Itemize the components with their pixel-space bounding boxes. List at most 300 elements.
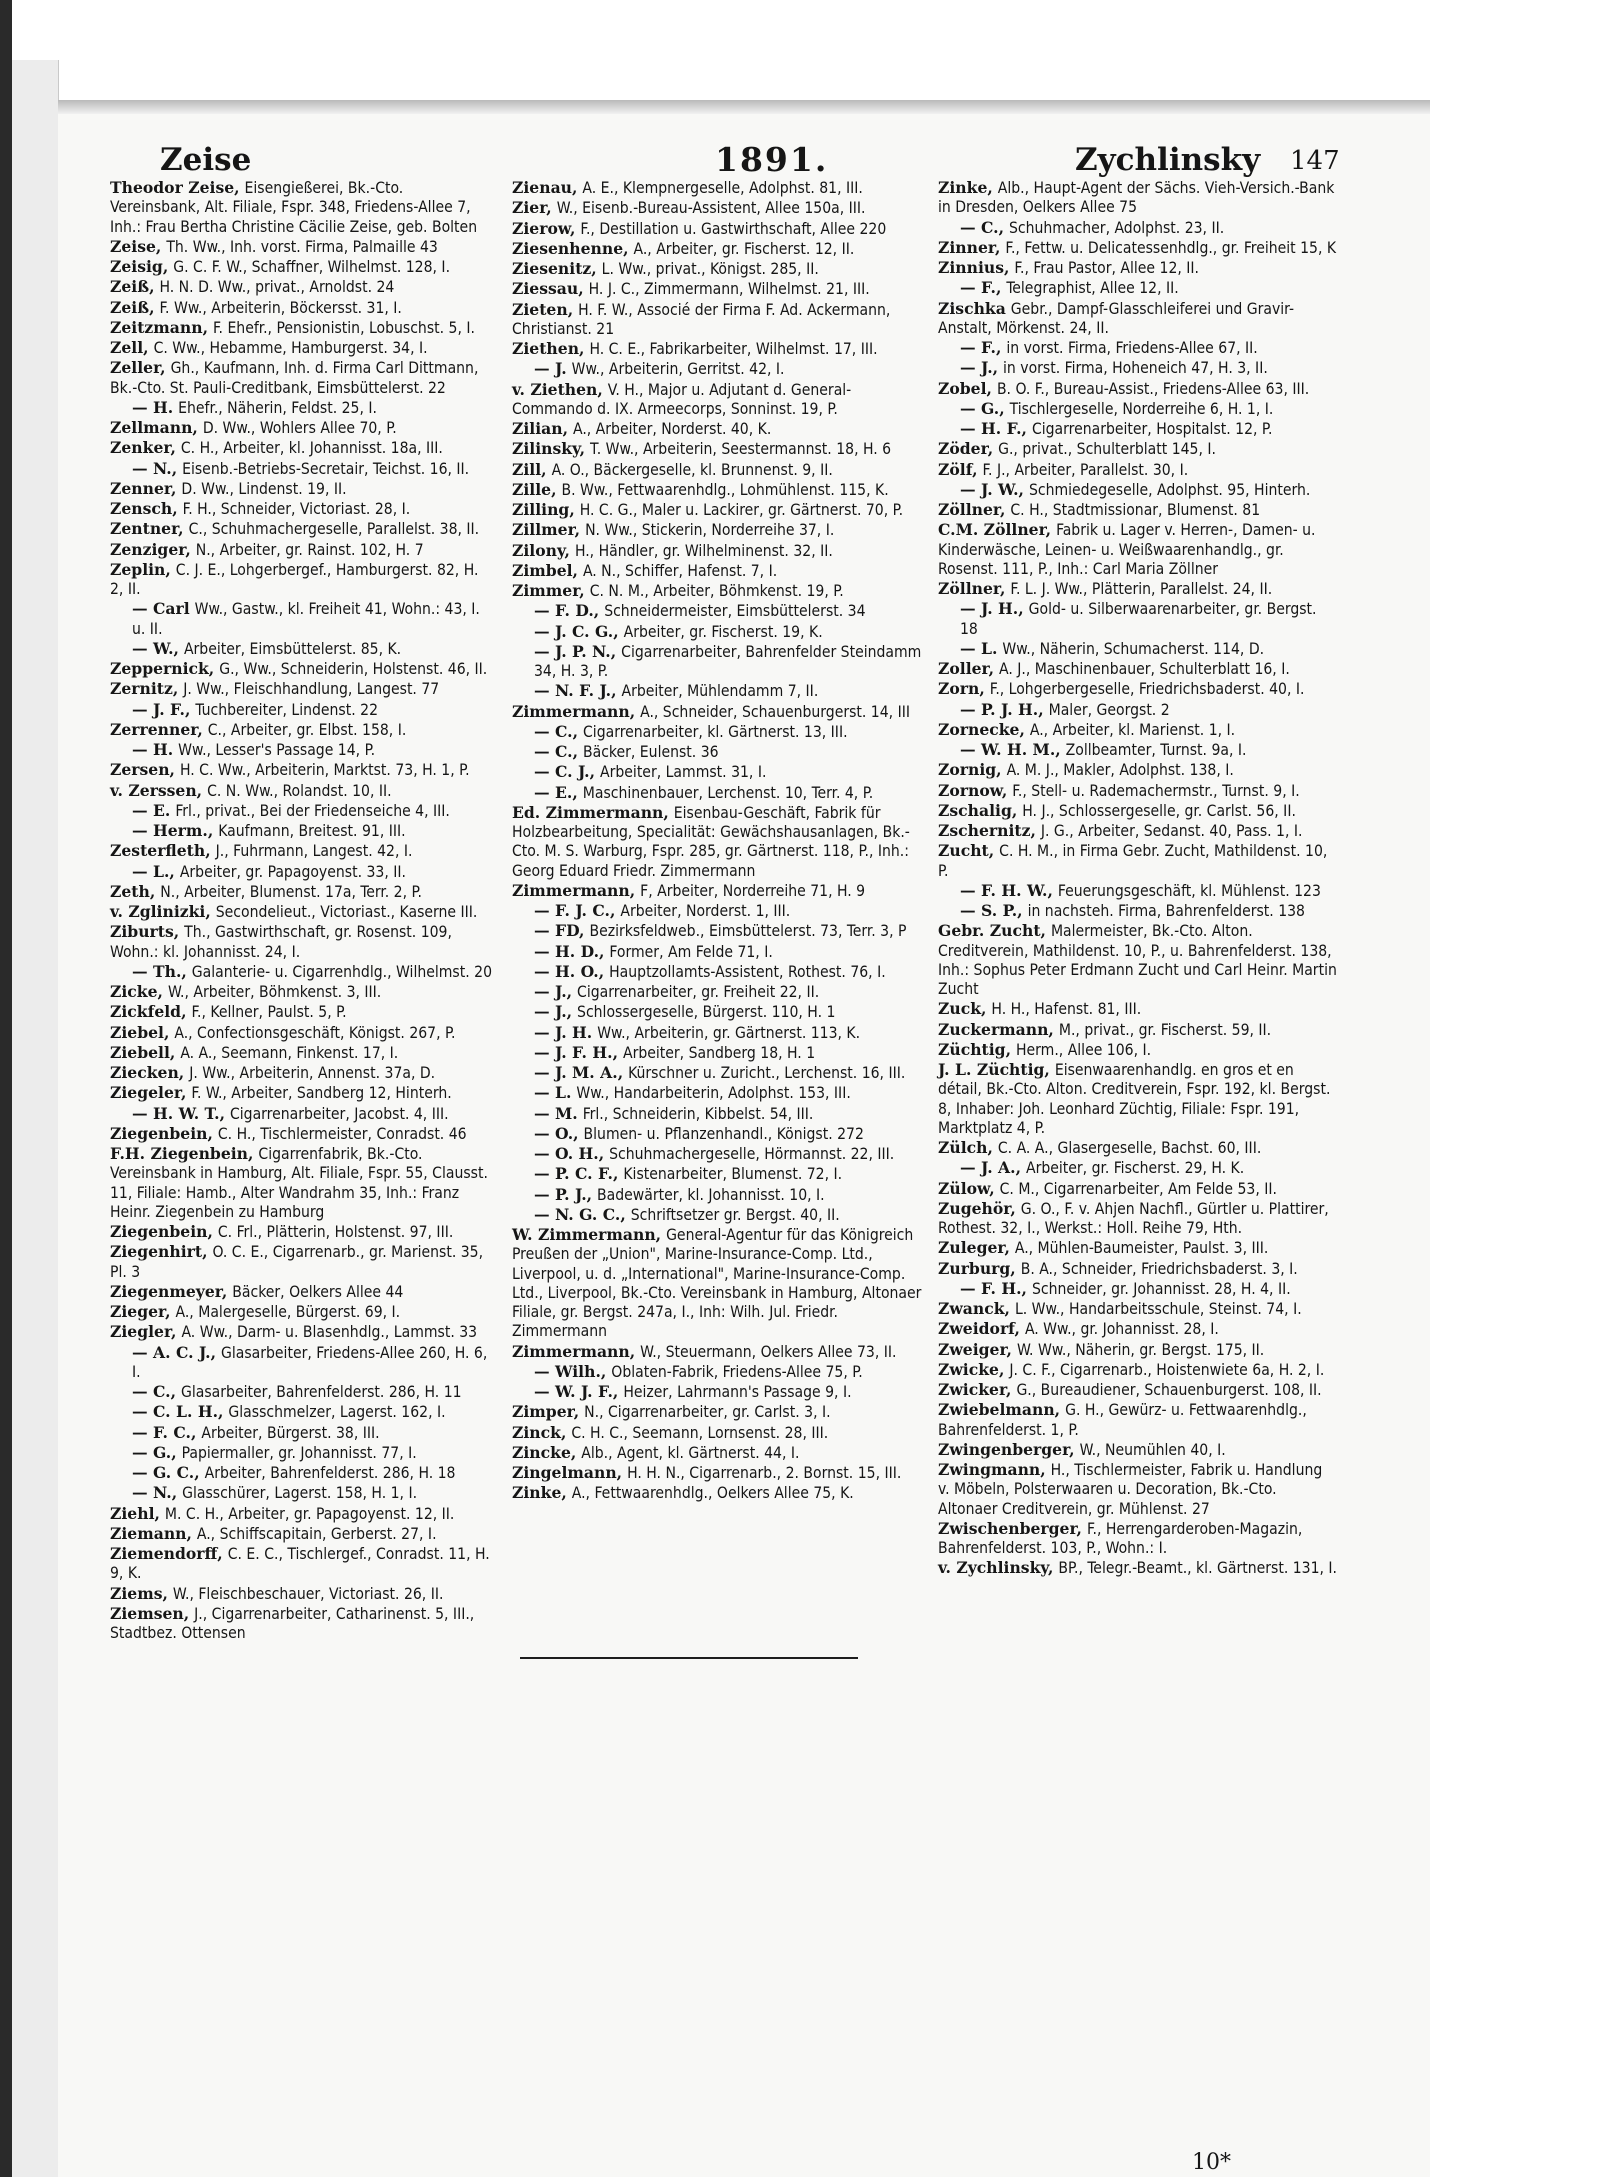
- entry-details: Cigarrenarbeiter, Jacobst. 4, III.: [229, 1104, 449, 1123]
- entry-details: Cigarrenarbeiter, Bahrenfelder Steindamm 34, H. 3, P.: [534, 642, 922, 680]
- directory-entry: [110, 821, 495, 841]
- directory-entry: [110, 599, 495, 639]
- entry-name: — W. H. M.,: [960, 740, 1061, 759]
- directory-entry: [110, 237, 495, 257]
- directory-entry: [512, 380, 930, 420]
- entry-name: Zuck,: [938, 999, 987, 1019]
- entry-details: Eisengießerei, Bk.-Cto. Vereinsbank, Alt. Filiale, Fspr. 348, Friedens-Allee 7, Inh.: Frau Bertha Christine Cäcilie Zeise, geb. Bolten: [110, 179, 478, 236]
- entry-name: Zenner,: [110, 478, 177, 498]
- entry-details: J., Cigarrenarbeiter, Catharinenst. 5, III., Stadtbez. Ottensen: [110, 1604, 475, 1642]
- entry-details: L. Ww., Handarbeitsschule, Steinst. 74, I.: [1014, 1300, 1302, 1318]
- entry-details: N., Cigarrenarbeiter, gr. Carlst. 3, I.: [584, 1403, 831, 1422]
- entry-name: Zimper,: [512, 1402, 580, 1422]
- entry-details: Ww., Lesser's Passage 14, P.: [178, 741, 376, 759]
- entry-name: — J. A.,: [960, 1158, 1022, 1178]
- entry-details: Badewärter, kl. Johannisst. 10, I.: [597, 1185, 825, 1204]
- entry-name: Ziegenmeyer,: [110, 1281, 228, 1301]
- directory-entry: [110, 781, 495, 801]
- entry-details: C. H., Stadtmissionar, Blumenst. 81: [1010, 501, 1261, 519]
- entry-name: — W.,: [132, 638, 179, 658]
- directory-entry: [110, 679, 495, 699]
- entry-name: Zenziger,: [110, 539, 191, 559]
- entry-name: — J. F.,: [132, 699, 191, 719]
- entry-details: C., Arbeiter, gr. Elbst. 158, I.: [207, 720, 407, 739]
- directory-entry: [110, 459, 495, 479]
- directory-entry: [938, 1340, 1338, 1360]
- directory-entry: [938, 821, 1338, 841]
- entry-details: Tischlergeselle, Norderreihe 6, H. 1, I.: [1009, 399, 1274, 418]
- entry-details: Ww., Näherin, Schumacherst. 114, D.: [1002, 639, 1265, 658]
- entry-details: H. C. G., Maler u. Lackirer, gr. Gärtnerst. 70, P.: [579, 501, 904, 519]
- entry-name: — J. M. A.,: [534, 1063, 624, 1082]
- entry-details: Former, Am Felde 71, I.: [609, 942, 773, 961]
- entry-name: v. Zglinizki,: [110, 902, 211, 921]
- entry-name: Zenker,: [110, 438, 176, 458]
- directory-entry: [512, 1463, 930, 1483]
- entry-details: W., Eisenb.-Bureau-Assistent, Allee 150a, III.: [556, 199, 866, 218]
- entry-name: Ziebel,: [110, 1022, 170, 1042]
- entry-details: W., Steuermann, Oelkers Allee 73, II.: [640, 1342, 897, 1361]
- entry-details: D. Ww., Lindenst. 19, II.: [181, 479, 347, 498]
- directory-entry: [110, 1023, 495, 1043]
- entry-details: H. N. D. Ww., privat., Arnoldst. 24: [159, 278, 395, 297]
- entry-name: Zeitzmann,: [110, 317, 208, 337]
- entry-name: — P. J.,: [534, 1184, 593, 1204]
- directory-entry: [512, 279, 930, 299]
- directory-entry: [110, 1242, 495, 1282]
- directory-entry: [512, 1124, 930, 1144]
- entry-name: Zeise,: [110, 236, 162, 256]
- entry-details: Arbeiter, Mühlendamm 7, II.: [621, 682, 819, 701]
- entry-name: Zill,: [512, 459, 547, 479]
- entry-name: Ziessau,: [512, 279, 584, 299]
- entry-name: Zoller,: [938, 659, 995, 678]
- directory-entry: [938, 399, 1338, 419]
- entry-name: Zischka: [938, 298, 1006, 318]
- entry-details: Eisenb.-Betriebs-Secretair, Teichst. 16, II.: [182, 459, 470, 478]
- entry-details: C. H. M., in Firma Gebr. Zucht, Mathildenst. 10, P.: [938, 842, 1328, 880]
- entry-name: Zesterfleth,: [110, 841, 211, 861]
- entry-details: Maler, Georgst. 2: [1048, 700, 1170, 719]
- directory-entry: [512, 1164, 930, 1184]
- directory-entry: [110, 902, 495, 922]
- entry-details: O. C. E., Cigarrenarb., gr. Marienst. 35, Pl. 3: [110, 1243, 484, 1281]
- directory-entry: [938, 1380, 1338, 1400]
- entry-name: Zwingmann,: [938, 1460, 1046, 1479]
- entry-name: — J. H.: [534, 1022, 593, 1042]
- entry-name: Zinner,: [938, 237, 1001, 257]
- entry-name: Ziegeler,: [110, 1083, 187, 1103]
- entry-name: Zöder,: [938, 439, 994, 459]
- directory-entry: [110, 1402, 495, 1422]
- entry-name: Zeiß,: [110, 297, 155, 317]
- directory-entry: [938, 1199, 1338, 1239]
- directory-entry: [512, 439, 930, 459]
- entry-details: N. Ww., Stickerin, Norderreihe 37, I.: [585, 521, 835, 540]
- entry-details: Telegraphist, Allee 12, II.: [1006, 279, 1179, 298]
- directory-entry: [110, 1463, 495, 1483]
- entry-details: Frl., privat., Bei der Friedenseiche 4, III.: [175, 801, 450, 820]
- entry-details: Galanterie- u. Cigarrenhdlg., Wilhelmst. 20: [191, 962, 492, 981]
- entry-details: C. E. C., Tischlergef., Conradst. 11, H. 9, K.: [110, 1545, 490, 1583]
- entry-name: C.M. Zöllner,: [938, 520, 1052, 540]
- entry-details: B. Ww., Fettwaarenhdlg., Lohmühlenst. 115, K.: [561, 480, 889, 499]
- directory-entry: [938, 639, 1338, 659]
- directory-entry: [512, 962, 930, 982]
- entry-name: — H. D.,: [534, 941, 605, 961]
- entry-details: A. Ww., Darm- u. Blasenhdlg., Lammst. 33: [181, 1323, 478, 1342]
- entry-details: Heizer, Lahrmann's Passage 9, I.: [623, 1383, 852, 1401]
- directory-entry: [512, 541, 930, 561]
- entry-details: H. J. C., Zimmermann, Wilhelmst. 21, III.: [588, 280, 870, 299]
- directory-entry: [110, 178, 495, 237]
- directory-entry: [110, 639, 495, 659]
- entry-details: H., Tischlermeister, Fabrik u. Handlung v. Möbeln, Polsterwaaren u. Decoration, Bk.-Cto. Altonaer Creditverein, gr. Mühlenst. 27: [938, 1461, 1323, 1518]
- entry-details: A., Confectionsgeschäft, Königst. 267, P.: [174, 1023, 456, 1042]
- entry-name: Ziegenhirt,: [110, 1242, 208, 1262]
- directory-entry: [512, 1185, 930, 1205]
- directory-entry: [938, 1360, 1338, 1380]
- entry-details: A. M. J., Makler, Adolphst. 138, I.: [1006, 761, 1234, 780]
- entry-details: A., Arbeiter, kl. Marienst. 1, I.: [1029, 720, 1236, 739]
- entry-details: Zollbeamter, Turnst. 9a, I.: [1065, 741, 1247, 759]
- entry-details: H. C. Ww., Arbeiterin, Marktst. 73, H. 1, P.: [179, 761, 470, 780]
- directory-entry: [110, 1322, 495, 1342]
- entry-details: G. C. F. W., Schaffner, Wilhelmst. 128, I.: [173, 258, 451, 276]
- entry-details: B. A., Schneider, Friedrichsbaderst. 3, I.: [1020, 1259, 1298, 1278]
- entry-name: — O.,: [534, 1123, 579, 1143]
- directory-entry: [938, 439, 1338, 459]
- directory-entry: [938, 1060, 1338, 1138]
- entry-details: F. W., Arbeiter, Sandberg 12, Hinterh.: [191, 1084, 452, 1103]
- entry-name: — F. D.,: [534, 601, 600, 621]
- directory-entry: [110, 1604, 495, 1644]
- entry-name: — N.,: [132, 1483, 178, 1503]
- entry-name: — N.,: [132, 458, 178, 478]
- entry-name: Zilony,: [512, 540, 570, 560]
- entry-details: J., Fuhrmann, Langest. 42, I.: [215, 842, 413, 861]
- directory-entry: [110, 1104, 495, 1124]
- directory-entry: [512, 198, 930, 218]
- scan-edge: [0, 0, 12, 2177]
- entry-details: Ww., Handarbeiterin, Adolphst. 153, III.: [576, 1084, 851, 1103]
- entry-details: F., Lohgerbergeselle, Friedrichsbaderst. 40, I.: [989, 680, 1305, 699]
- entry-details: C. H., Tischlermeister, Conradst. 46: [217, 1124, 467, 1143]
- entry-name: — A. C. J.,: [132, 1342, 216, 1362]
- entry-details: A. E., Klempnergeselle, Adolphst. 81, III.: [582, 179, 863, 197]
- entry-details: in vorst. Firma, Hoheneich 47, H. 3, II.: [1003, 359, 1268, 378]
- entry-details: Arbeiter, gr. Fischerst. 29, H. K.: [1025, 1159, 1245, 1178]
- entry-name: Ziemsen,: [110, 1603, 190, 1623]
- directory-entry: [512, 942, 930, 962]
- entry-details: Schriftsetzer gr. Bergst. 40, II.: [630, 1205, 840, 1224]
- entry-details: Schuhmachergeselle, Hörmannst. 22, III.: [609, 1145, 895, 1163]
- entry-details: D. Ww., Wohlers Allee 70, P.: [202, 419, 397, 437]
- entry-name: Ziesenhenne,: [512, 238, 629, 258]
- entry-details: A., Schiffscapitain, Gerberst. 27, I.: [196, 1524, 437, 1543]
- directory-entry: [512, 681, 930, 701]
- directory-entry: [110, 922, 495, 962]
- entry-name: — P. C. F.,: [534, 1164, 619, 1184]
- directory-entry: [512, 178, 930, 198]
- entry-name: Zornow,: [938, 780, 1008, 800]
- directory-entry: [938, 700, 1338, 720]
- entry-name: — C. L. H.,: [132, 1402, 224, 1422]
- entry-name: — P. J. H.,: [960, 699, 1044, 719]
- entry-name: Zeller,: [110, 358, 166, 378]
- directory-entry: [512, 881, 930, 901]
- entry-name: — M.: [534, 1103, 578, 1123]
- entry-details: Blumen- u. Pflanzenhandl., Königst. 272: [583, 1124, 864, 1143]
- entry-details: J. G., Arbeiter, Sedanst. 40, Pass. 1, I.: [1040, 822, 1303, 840]
- entry-name: Ziesenitz,: [512, 259, 597, 278]
- entry-name: Zimbel,: [512, 560, 578, 580]
- directory-entry: [512, 1362, 930, 1382]
- entry-name: — O. H.,: [534, 1144, 605, 1163]
- entry-name: — F. H. W.,: [960, 880, 1053, 900]
- directory-entry: [938, 1138, 1338, 1158]
- entry-name: Zöllner,: [938, 579, 1006, 598]
- entry-details: Gh., Kaufmann, Inh. d. Firma Carl Dittmann, Bk.-Cto. St. Pauli-Creditbank, Eimsbüttelerst. 22: [110, 359, 479, 397]
- entry-name: Zwischenberger,: [938, 1518, 1082, 1538]
- entry-details: C. H., Arbeiter, kl. Johannisst. 18a, III.: [180, 439, 443, 458]
- entry-name: Zicke,: [110, 982, 163, 1001]
- entry-details: C. M., Cigarrenarbeiter, Am Felde 53, II.: [999, 1179, 1277, 1198]
- entry-details: Arbeiter, gr. Fischerst. 19, K.: [623, 622, 823, 641]
- page-top-shadow: [58, 100, 1430, 114]
- entry-details: Arbeiter, Bürgerst. 38, III.: [201, 1423, 380, 1442]
- entry-name: Zier,: [512, 198, 552, 218]
- entry-details: Glasarbeiter, Friedens-Allee 260, H. 6, I.: [132, 1343, 488, 1381]
- directory-entry: [512, 1483, 930, 1503]
- entry-details: A., Arbeiter, gr. Fischerst. 12, II.: [633, 239, 855, 258]
- entry-details: Bäcker, Oelkers Allee 44: [232, 1282, 404, 1301]
- entry-name: — H.: [132, 397, 174, 417]
- entry-name: — L.: [534, 1083, 572, 1103]
- entry-details: G., Ww., Schneiderin, Holstenst. 46, II.: [219, 660, 488, 678]
- entry-name: Zersen,: [110, 760, 175, 780]
- directory-entry: [512, 702, 930, 722]
- entry-details: N., Arbeiter, gr. Rainst. 102, H. 7: [195, 540, 424, 559]
- header-year: 1891.: [715, 140, 829, 179]
- entry-details: Eisenbau-Geschäft, Fabrik für Holzbearbeitung, Specialität: Gewächshausanlagen, Bk.-Cto. M. S. Warburg, Fspr. 285, gr. Gärtnerst. 118, P., Inh.: Georg Eduard Friedr. Zimmermann: [512, 803, 910, 880]
- entry-name: Zweidorf,: [938, 1319, 1020, 1339]
- directory-entry: [938, 1179, 1338, 1199]
- entry-details: W. Ww., Näherin, gr. Bergst. 175, II.: [1016, 1340, 1265, 1359]
- directory-entry: [938, 881, 1338, 901]
- directory-entry: [110, 659, 495, 679]
- entry-name: — J.,: [960, 358, 999, 378]
- entry-details: Arbeiter, Lammst. 31, I.: [600, 763, 767, 782]
- directory-entry: [512, 622, 930, 642]
- directory-entry: [110, 277, 495, 297]
- entry-details: Ww., Gastw., kl. Freiheit 41, Wohn.: 43, I. u. II.: [132, 600, 480, 638]
- directory-entry: [512, 803, 930, 881]
- entry-name: v. Ziethen,: [512, 379, 603, 399]
- entry-details: F. Ww., Arbeiterin, Böckersst. 31, I.: [159, 298, 402, 317]
- entry-name: — N. G. C.,: [534, 1204, 626, 1224]
- directory-entry: [110, 760, 495, 780]
- entry-details: C., Schuhmachergeselle, Parallelst. 38, II.: [188, 520, 480, 539]
- entry-details: Glasschmelzer, Lagerst. 162, I.: [228, 1403, 446, 1422]
- entry-name: Ziegenbein,: [110, 1123, 213, 1143]
- directory-entry: [938, 338, 1338, 358]
- entry-details: H., Händler, gr. Wilhelminenst. 32, II.: [574, 541, 833, 560]
- directory-entry: [938, 921, 1338, 999]
- directory-entry: [110, 720, 495, 740]
- entry-details: Oblaten-Fabrik, Friedens-Allee 75, P.: [611, 1362, 863, 1381]
- entry-details: Arbeiter, Norderst. 1, III.: [620, 902, 791, 920]
- directory-entry: [512, 520, 930, 540]
- entry-name: Zinck,: [512, 1422, 567, 1442]
- entry-details: Herm., Allee 106, I.: [1015, 1040, 1152, 1059]
- entry-name: W. Zimmermann,: [512, 1225, 662, 1244]
- directory-entry: [512, 1144, 930, 1164]
- entry-name: Zilling,: [512, 500, 575, 519]
- directory-entry: [110, 1504, 495, 1524]
- entry-details: B. O. F., Bureau-Assist., Friedens-Allee 63, III.: [996, 379, 1310, 398]
- entry-name: Ziebell,: [110, 1042, 176, 1062]
- directory-entry: [938, 1519, 1338, 1559]
- directory-entry: [512, 601, 930, 621]
- entry-details: Schneidermeister, Eimsbüttelerst. 34: [604, 602, 866, 621]
- directory-entry: [512, 300, 930, 340]
- directory-entry: [110, 862, 495, 882]
- entry-name: Zerrenner,: [110, 719, 203, 739]
- directory-entry: [938, 299, 1338, 339]
- directory-entry: [512, 1443, 930, 1463]
- entry-name: — Th.,: [132, 961, 187, 981]
- directory-entry: [110, 298, 495, 318]
- directory-entry: [938, 679, 1338, 699]
- entry-name: — L.: [960, 638, 998, 658]
- entry-details: C. H. C., Seemann, Lornsenst. 28, III.: [571, 1423, 829, 1442]
- entry-details: L. Ww., privat., Königst. 285, II.: [601, 260, 819, 278]
- entry-name: — S. P.,: [960, 901, 1023, 920]
- entry-name: v. Zychlinsky,: [938, 1558, 1054, 1578]
- entry-name: — Carl: [132, 599, 190, 619]
- directory-entry: [938, 419, 1338, 439]
- directory-entry: [110, 257, 495, 277]
- entry-details: F., Kellner, Paulst. 5, P.: [191, 1003, 347, 1022]
- entry-name: Zimmermann,: [512, 1341, 636, 1361]
- entry-details: Kaufmann, Breitest. 91, III.: [218, 822, 406, 840]
- directory-entry: [512, 1023, 930, 1043]
- directory-entry: [110, 479, 495, 499]
- directory-entry: [110, 1343, 495, 1383]
- directory-entry: [512, 742, 930, 762]
- directory-entry: [110, 1544, 495, 1584]
- directory-entry: [938, 278, 1338, 298]
- directory-entry: [938, 740, 1338, 760]
- entry-details: V. H., Major u. Adjutant d. General-Commando d. IX. Armeecorps, Sonninst. 19, P.: [512, 380, 852, 418]
- entry-name: Gebr. Zucht,: [938, 921, 1046, 941]
- entry-details: G., Bureaudiener, Schauenburgerst. 108, II.: [1016, 1381, 1322, 1399]
- directory-entry: [938, 1020, 1338, 1040]
- entry-name: Zeiß,: [110, 277, 155, 297]
- directory-entry: [110, 1483, 495, 1503]
- directory-entry: [512, 561, 930, 581]
- entry-details: T. Ww., Arbeiterin, Seestermannst. 18, H. 6: [590, 440, 892, 459]
- entry-name: — E.,: [534, 782, 578, 802]
- entry-details: BP., Telegr.-Beamt., kl. Gärtnerst. 131, I.: [1058, 1559, 1337, 1578]
- directory-entry: [938, 801, 1338, 821]
- entry-details: A. J., Maschinenbauer, Schulterblatt 16, I.: [999, 660, 1290, 678]
- directory-entry: [938, 379, 1338, 399]
- entry-name: — L.,: [132, 861, 175, 881]
- directory-entry: [110, 318, 495, 338]
- header-right-word: Zychlinsky: [1075, 142, 1261, 178]
- entry-name: Zernitz,: [110, 679, 179, 699]
- entry-details: Schneider, gr. Johannisst. 28, H. 4, II.: [1031, 1279, 1291, 1298]
- entry-name: Ziemann,: [110, 1523, 192, 1543]
- entry-name: Zwicker,: [938, 1380, 1012, 1399]
- entry-name: Zornig,: [938, 760, 1002, 780]
- entry-details: H. H. N., Cigarrenarb., 2. Bornst. 15, III.: [627, 1464, 902, 1482]
- directory-entry: [512, 339, 930, 359]
- directory-entry: [512, 642, 930, 682]
- entry-name: — Wilh.,: [534, 1361, 607, 1381]
- directory-entry: [512, 1002, 930, 1022]
- directory-entry: [938, 901, 1338, 921]
- entry-details: F. J., Arbeiter, Parallelst. 30, I.: [982, 460, 1189, 479]
- directory-entry: [512, 480, 930, 500]
- directory-entry: [938, 841, 1338, 881]
- entry-details: M., privat., gr. Fischerst. 59, II.: [1058, 1020, 1272, 1039]
- directory-entry: [512, 419, 930, 439]
- entry-details: H. C. E., Fabrikarbeiter, Wilhelmst. 17, III.: [589, 340, 878, 358]
- entry-name: Zuckermann,: [938, 1019, 1054, 1039]
- entry-details: Secondelieut., Victoriast., Kaserne III.: [215, 903, 478, 921]
- page-number: 147: [1290, 146, 1340, 176]
- directory-entry: [110, 1524, 495, 1544]
- entry-name: — G.,: [960, 398, 1005, 418]
- entry-name: Zincke,: [512, 1442, 577, 1462]
- entry-name: — W. J. F.,: [534, 1382, 619, 1401]
- entry-name: J. L. Züchtig,: [938, 1060, 1050, 1079]
- entry-name: — F. H.,: [960, 1278, 1027, 1298]
- entry-details: C. J. E., Lohgerbergef., Hamburgerst. 82, H. 2, II.: [110, 560, 479, 598]
- directory-entry: [110, 540, 495, 560]
- directory-entry: [110, 1144, 495, 1222]
- entry-details: Schlossergeselle, Bürgerst. 110, H. 1: [577, 1003, 836, 1022]
- directory-column-1: [110, 178, 495, 1643]
- entry-name: Zuleger,: [938, 1238, 1010, 1258]
- entry-details: Gold- u. Silberwaarenarbeiter, gr. Bergst. 18: [960, 600, 1317, 638]
- directory-entry: [938, 1238, 1338, 1258]
- entry-details: Cigarrenarbeiter, gr. Freiheit 22, II.: [577, 983, 820, 1001]
- entry-name: Zweiger,: [938, 1339, 1012, 1359]
- entry-name: — H. O.,: [534, 961, 605, 981]
- entry-name: Zülow,: [938, 1178, 995, 1198]
- directory-entry: [512, 460, 930, 480]
- entry-name: — C.,: [534, 742, 579, 761]
- entry-details: Schmiedegeselle, Adolphst. 95, Hinterh.: [1028, 480, 1311, 499]
- entry-details: F., Fettw. u. Delicatessenhdlg., gr. Freiheit 15, K: [1005, 238, 1337, 257]
- directory-entry: [512, 1342, 930, 1362]
- directory-entry: [938, 760, 1338, 780]
- entry-details: F., Destillation u. Gastwirthschaft, Allee 220: [580, 219, 887, 238]
- directory-entry: [110, 740, 495, 760]
- directory-entry: [110, 1043, 495, 1063]
- entry-details: N., Arbeiter, Blumenst. 17a, Terr. 2, P.: [160, 882, 422, 901]
- entry-name: Zöllner,: [938, 500, 1006, 519]
- entry-details: A., Arbeiter, Norderst. 40, K.: [573, 420, 772, 438]
- entry-details: Schuhmacher, Adolphst. 23, II.: [1009, 218, 1225, 237]
- entry-name: — F. C.,: [132, 1422, 197, 1442]
- directory-entry: [110, 1083, 495, 1103]
- entry-name: — H. W. T.,: [132, 1103, 226, 1123]
